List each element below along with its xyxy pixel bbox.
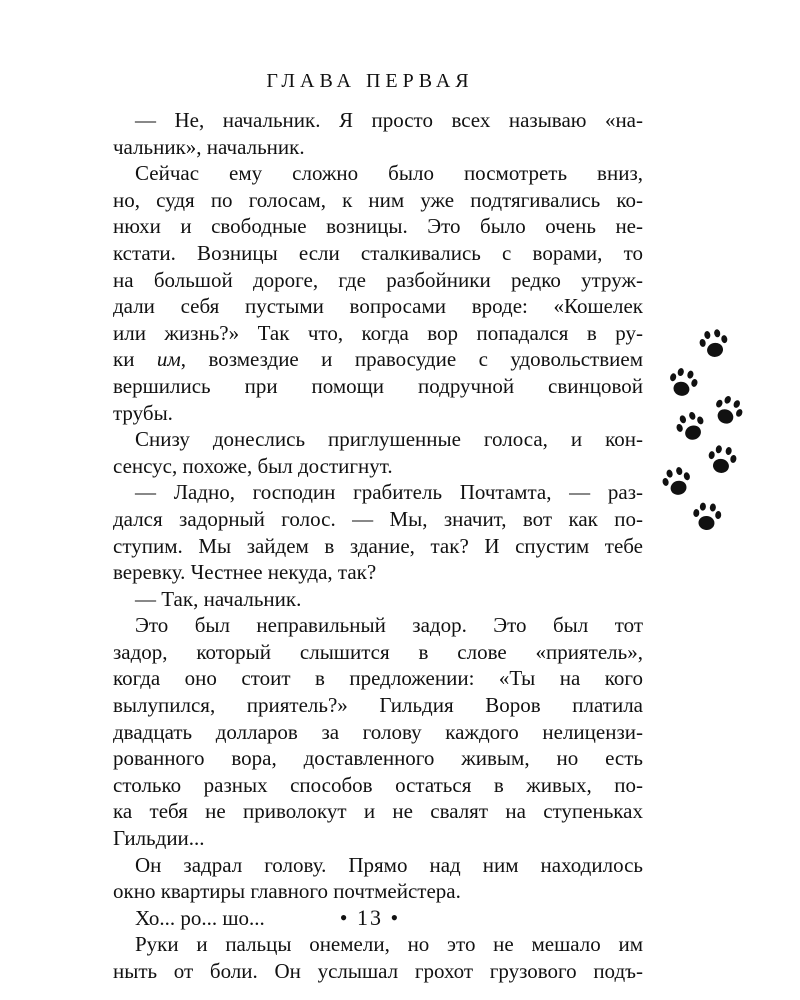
body-text <box>113 107 643 985</box>
text-line: или жизнь?» Так что, когда вор попадался в ру- <box>113 320 643 345</box>
text-line: Снизу донеслись приглушенные голоса, и кон- <box>135 427 643 452</box>
paw-print-icon <box>656 461 698 503</box>
page-number: • 13 • <box>339 905 401 930</box>
paw-print-icon <box>702 440 741 479</box>
text-line: Сейчас ему сложно было посмотреть вниз, <box>135 161 643 186</box>
text-line: дали себя пустыми вопросами вроде: «Кошелек <box>113 294 643 319</box>
text-line: — Не, начальник. Я просто всех называю «на- <box>135 108 643 132</box>
text-line: чальник», начальник. <box>113 134 305 159</box>
text-line: задор, который слышится в слове «приятель», <box>113 639 643 664</box>
text-line: — Так, начальник. <box>135 586 302 611</box>
text-line: вылупился, приятель?» Гильдия Воров платила <box>113 693 643 718</box>
text-line: кстати. Возницы если сталкивались с ворами, то <box>113 240 643 265</box>
text-line: Руки и пальцы онемели, но это не мешало им <box>135 932 643 957</box>
text-line: сенсус, похоже, был достигнут. <box>113 453 393 478</box>
text-line: когда оно стоит в предложении: «Ты на кого <box>113 666 643 691</box>
text-line: Гильдии... <box>113 826 205 851</box>
text-line: — Ладно, господин грабитель Почтамта, — раз- <box>135 480 643 505</box>
paw-print-icon <box>669 405 713 449</box>
text-line: Хо... ро... шо... <box>135 905 265 930</box>
text-line: Он задрал голову. Прямо над ним находилось <box>135 852 643 877</box>
text-line: ступим. Мы зайдем в здание, так? И спустим тебе <box>113 533 643 558</box>
text-line: но, судя по голосам, к ним уже подтягивались ко- <box>113 187 643 212</box>
text-line: вершились при помощи подручной свинцовой <box>113 373 643 398</box>
paw-print-icon <box>705 388 750 433</box>
text-line: ныть от боли. Он услышал грохот грузового подъ- <box>113 959 643 983</box>
chapter-heading: ГЛАВА ПЕРВАЯ <box>266 70 474 92</box>
paw-print-icon <box>694 324 733 363</box>
text-line: Это был неправильный задор. Это был тот <box>135 613 643 638</box>
text-line: нюхи и свободные возницы. Это было очень не- <box>113 214 643 239</box>
text-line: рованного вора, доставленного живым, но есть <box>113 746 643 771</box>
text-line: веревку. Честнее некуда, так? <box>113 560 377 585</box>
text-line: окно квартиры главного почтмейстера. <box>113 879 461 904</box>
text-line: на большой дороге, где разбойники редко утруж- <box>113 267 643 292</box>
text-line: дался задорный голос. — Мы, значит, вот как по- <box>113 506 643 531</box>
text-line: ка тебя не приволокут и не свалят на ступеньках <box>113 799 643 824</box>
text-line: ки им, возмездие и правосудие с удовольствием <box>113 347 643 372</box>
text-line: двадцать долларов за голову каждого нелицензи- <box>113 719 643 744</box>
paw-print-icon <box>689 499 726 536</box>
text-line: столько разных способов остаться в живых, по- <box>113 772 643 797</box>
paw-print-icon <box>662 362 704 404</box>
text-line: трубы. <box>113 400 173 425</box>
